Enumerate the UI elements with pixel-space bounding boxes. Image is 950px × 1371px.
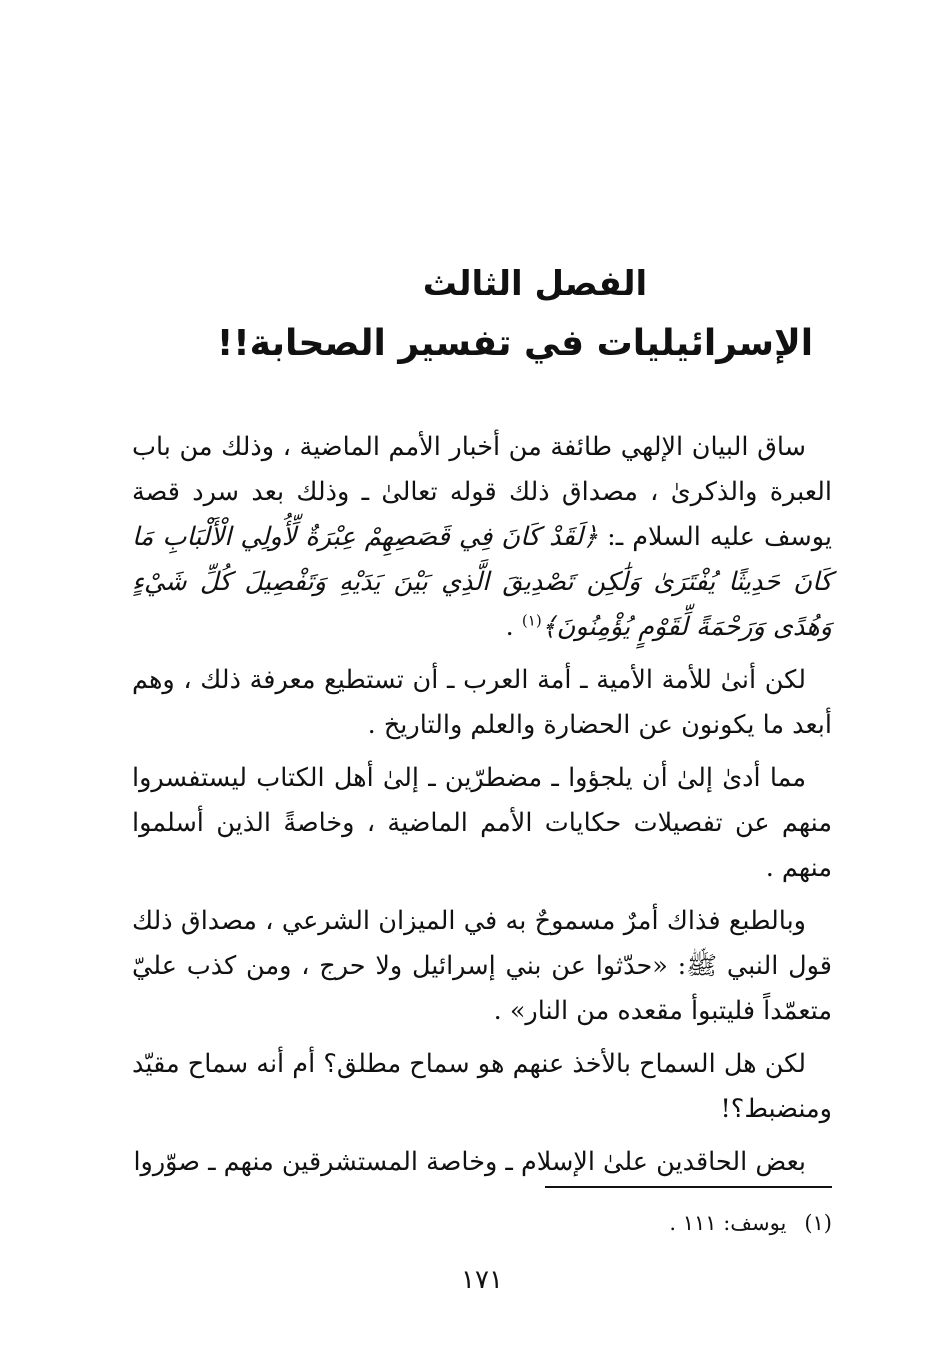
chapter-label: الفصل الثالث — [422, 264, 648, 304]
chapter-heading — [0, 258, 950, 372]
page-number: ١٧١ — [461, 1265, 503, 1295]
paragraph-5: لكن هل السماح بالأخذ عنهم هو سماح مطلق؟ أم أنه سماح مقيّد ومنضبط؟! — [132, 1049, 832, 1124]
paragraph-6: بعض الحاقدين علىٰ الإسلام ـ وخاصة المستشرقين منهم ـ صوّروا — [133, 1147, 806, 1177]
paragraph-4: وبالطبع فذاك أمرٌ مسموحٌ به في الميزان الشرعي ، مصداق ذلك قول النبي ﷺ: «حدّثوا عن بني إسرائيل ولا حرج ، ومن كذب عليّ متعمّداً فليتبوأ مقعده من النار» . — [132, 906, 832, 1026]
footnote-text: يوسف: ١١١ . — [669, 1211, 787, 1235]
body-text — [132, 425, 832, 1193]
paragraph-3: مما أدىٰ إلىٰ أن يلجؤوا ـ مضطرّين ـ إلىٰ أهل الكتاب ليستفسروا منهم عن تفصيلات حكايات الأمم الماضية ، وخاصةً الذين أسلموا منهم . — [132, 763, 832, 883]
footnote — [669, 1205, 832, 1241]
footnote-divider — [545, 1186, 832, 1188]
footnote-reference: (١) — [521, 611, 542, 630]
paragraph-2: لكن أنىٰ للأمة الأمية ـ أمة العرب ـ أن تستطيع معرفة ذلك ، وهم أبعد ما يكونون عن الحضارة والعلم والتاريخ . — [132, 665, 832, 740]
paragraph-1-intro: ساق البيان الإلهي طائفة من أخبار الأمم الماضية ، وذلك من باب العبرة والذكرىٰ ، مصداق ذلك قوله تعالىٰ ـ وذلك بعد سرد قصة يوسف عليه السلام ـ: — [132, 432, 832, 552]
footnote-number: (١) — [804, 1211, 832, 1235]
quran-verse: ﴿لَقَدْ كَانَ فِي قَصَصِهِمْ عِبْرَةٌ لِّأُولِي الْأَلْبَابِ مَا كَانَ حَدِيثًا يُفْتَرَىٰ وَلَٰكِن تَصْدِيقَ الَّذِي بَيْنَ يَدَيْهِ وَتَفْصِيلَ كُلِّ شَيْءٍ وَهُدًى وَرَحْمَةً لِّقَوْمٍ يُؤْمِنُونَ﴾ — [132, 522, 832, 642]
paragraph-1-end: . — [505, 612, 522, 642]
chapter-title: الإسرائيليات في تفسير الصحابة!! — [216, 323, 814, 364]
paragraph-1 — [132, 425, 832, 650]
